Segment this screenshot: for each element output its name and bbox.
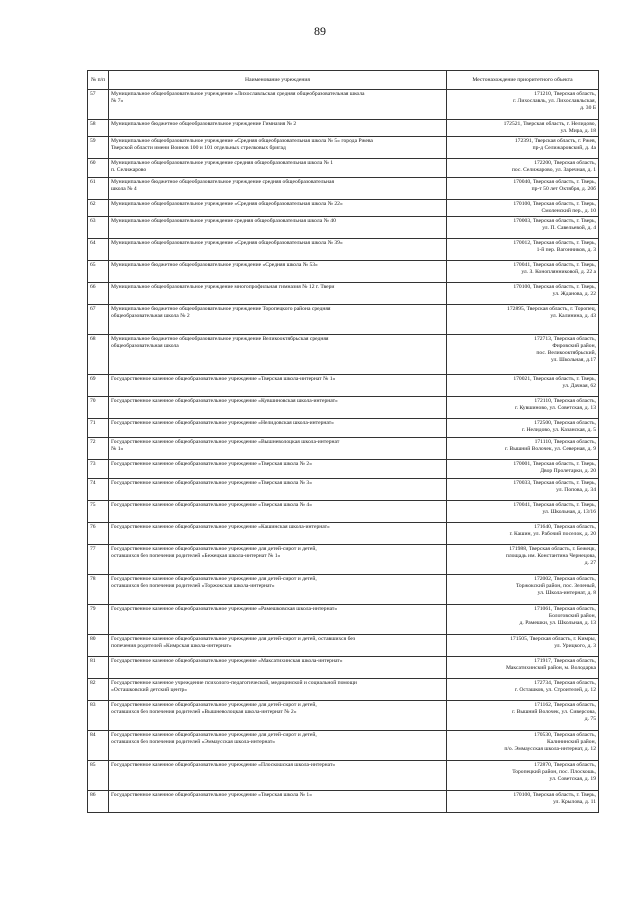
institution-name <box>109 501 447 523</box>
location-line: 171988, Тверская область, г. Бежецк, <box>509 546 596 552</box>
institution-name <box>109 605 447 635</box>
location-line: 170040, Тверская область, г. Тверь, <box>513 179 596 185</box>
location-line: г. Кашин, ул. Рабочий поселок, д. 20 <box>509 531 596 537</box>
institution-name <box>109 545 447 575</box>
institution-name-line: Государственное казенное общеобразовательное учреждение для детей-сирот и детей, оставшихся без <box>111 636 356 642</box>
location-line: 172500, Тверская область, <box>534 420 596 426</box>
location-line: Калининский район, <box>546 739 596 745</box>
location-line: 172713, Тверская область, <box>534 336 596 342</box>
table-row <box>88 460 599 479</box>
institution-name <box>109 731 447 761</box>
row-number: 58 <box>88 120 109 137</box>
location-line: ул. Урицкого, д. 3 <box>554 643 596 649</box>
institution-name-line: Муниципальное бюджетное общеобразовательное учреждение «Средняя школа № 53» <box>111 262 318 268</box>
location-line: д. 30 Б <box>580 105 596 111</box>
institution-name-line: Муниципальное общеобразовательное учреждение средняя общеобразовательная школа № 40 <box>111 218 336 224</box>
institution-name-line: оставшихся без попечения родителей «Эммаусская школа-интернат» <box>111 739 276 745</box>
table-row <box>88 283 599 305</box>
institution-name <box>109 635 447 657</box>
table-row <box>88 545 599 575</box>
location-line: д. Рамешки, ул. Школьная, д. 13 <box>519 620 596 626</box>
table-body <box>88 90 599 813</box>
location-line: г. Вышний Волочек, ул. Сиверсова, <box>512 709 596 715</box>
institution-name <box>109 261 447 283</box>
institution-name-line: Муниципальное бюджетное общеобразовательное учреждение Великооктябрьская средняя <box>111 336 329 342</box>
institution-location <box>447 545 599 575</box>
institution-location <box>447 120 599 137</box>
institution-location <box>447 791 599 813</box>
institution-name-line: Муниципальное общеобразовательное учреждение «Лихославльская средняя общеобразовательная школа <box>111 91 365 97</box>
table-row <box>88 120 599 137</box>
institution-location <box>447 137 599 159</box>
institution-location <box>447 438 599 460</box>
location-line: ул. З. Коноплянниковой, д. 22 а <box>521 269 596 275</box>
location-line: пр-т 50 лет Октября, д. 20б <box>531 186 596 192</box>
location-line: ул. Мира, д. 18 <box>560 128 596 134</box>
institution-name <box>109 200 447 217</box>
location-line: Торопецкий район, пос. Плоскошь, <box>512 769 596 775</box>
institution-name <box>109 479 447 501</box>
table-row <box>88 605 599 635</box>
institution-name-line: оставшихся без попечения родителей «Бежецкая школа-интернат № 1» <box>111 553 281 559</box>
institution-name-line: Государственное казенное общеобразовательное учреждение для детей-сирот и детей, <box>111 546 317 552</box>
institution-location <box>447 501 599 523</box>
row-number: 78 <box>88 575 109 605</box>
institution-name <box>109 283 447 305</box>
institution-name-line: Государственное казенное общеобразовательное учреждение «Тверская школа № 3» <box>111 480 313 486</box>
institution-name-line: Государственное казенное общеобразовательное учреждение «Плоскошская школа-интернат» <box>111 762 336 768</box>
institution-name-line: оставшихся без попечения родителей «Торжокская школа-интернат» <box>111 583 275 589</box>
institution-name-line: Муниципальное общеобразовательное учреждение многопрофильная гимназия № 12 г. Твери <box>111 284 335 290</box>
row-number: 84 <box>88 731 109 761</box>
row-number: 71 <box>88 419 109 438</box>
table-row <box>88 397 599 419</box>
institution-location <box>447 460 599 479</box>
institution-name <box>109 305 447 335</box>
location-line: 172391, Тверская область, г. Ржев, <box>514 138 596 144</box>
table-row <box>88 635 599 657</box>
location-line: г. Кувшиново, ул. Советская, д. 13 <box>515 405 596 411</box>
location-line: Максатихинский район, м. Володарка <box>505 665 596 671</box>
table-row <box>88 261 599 283</box>
institution-name-line: Муниципальное общеобразовательное учреждение средняя общеобразовательная школа № 1 <box>111 160 334 166</box>
table-row <box>88 701 599 731</box>
location-line: г. Осташков, ул. Строителей, д. 12 <box>514 687 596 693</box>
institution-name <box>109 239 447 261</box>
institution-location <box>447 605 599 635</box>
location-line: 172200, Тверская область, <box>534 160 596 166</box>
table-row <box>88 575 599 605</box>
row-number: 64 <box>88 239 109 261</box>
institutions-table <box>87 70 599 813</box>
institution-location <box>447 159 599 178</box>
institution-name-line: п. Селижарово <box>111 167 147 173</box>
row-number: 67 <box>88 305 109 335</box>
institution-name <box>109 761 447 791</box>
location-line: площадь им. Константина Чернецова, <box>505 553 596 559</box>
row-number: 57 <box>88 90 109 120</box>
location-line: ул. Школа-интернат, д. 8 <box>537 590 596 596</box>
location-line: 172734, Тверская область, <box>534 680 596 686</box>
institution-name-line: Государственное казенное общеобразовательное учреждение «Рамешковская школа-интернат» <box>111 606 338 612</box>
institution-name-line: оставшихся без попечения родителей «Вышневолоцкая школа-интернат № 2» <box>111 709 297 715</box>
institution-name-line: попечения родителей «Кимрская школа-интернат» <box>111 643 232 649</box>
location-line: 170001, Тверская область, г. Тверь, <box>513 461 596 467</box>
row-number: 86 <box>88 791 109 813</box>
institution-location <box>447 731 599 761</box>
location-line: 170041, Тверская область, г. Тверь, <box>513 502 596 508</box>
location-line: ул. Жданова, д. 22 <box>552 291 596 297</box>
institution-location <box>447 679 599 701</box>
table-row <box>88 305 599 335</box>
institution-name-line: Муниципальное бюджетное общеобразовательное учреждение средняя общеобразовательная <box>111 179 335 185</box>
location-line: 171917, Тверская область, <box>534 658 596 664</box>
institution-name-line: Государственное казенное общеобразовательное учреждение «Тверская школа-интернат № 1» <box>111 376 336 382</box>
location-line: Смоленский пер., д. 10 <box>541 208 596 214</box>
institution-name <box>109 657 447 679</box>
institution-name-line: Тверской области имени Воинов 100 и 101 отдельных стрелковых бригад <box>111 145 286 151</box>
institution-name-line: Государственное казенное учреждение психолого-педагогической, медицинской и социальной помощи <box>111 680 357 686</box>
row-number: 61 <box>88 178 109 200</box>
table-row <box>88 335 599 375</box>
row-number: 77 <box>88 545 109 575</box>
institution-name <box>109 217 447 239</box>
institution-location <box>447 701 599 731</box>
institution-name <box>109 335 447 375</box>
location-line: д. 75 <box>584 716 596 722</box>
location-line: ул. Дачная, 62 <box>562 383 596 389</box>
location-line: Двор Пролетарки, д. 20 <box>540 468 596 474</box>
row-number: 62 <box>88 200 109 217</box>
location-line: ул. Крылова, д. 11 <box>553 799 596 805</box>
table-row <box>88 159 599 178</box>
table-row <box>88 217 599 239</box>
institution-name-line: «Осташковский детский центр» <box>111 687 188 693</box>
institution-location <box>447 657 599 679</box>
row-number: 76 <box>88 523 109 545</box>
row-number: 59 <box>88 137 109 159</box>
row-number: 74 <box>88 479 109 501</box>
institution-name-line: Муниципальное общеобразовательное учреждение «Средняя общеобразовательная школа № 5» города Ржева <box>111 138 373 144</box>
table-row <box>88 501 599 523</box>
location-line: 170100, Тверская область, г. Тверь, <box>513 284 596 290</box>
location-line: ул. Калинина, д. 43 <box>550 313 596 319</box>
institution-location <box>447 261 599 283</box>
institution-name-line: Государственное казенное общеобразовательное учреждение «Тверская школа № 1» <box>111 792 313 798</box>
institution-location <box>447 305 599 335</box>
location-line: Торжокский район, пос. Зеленый, <box>515 583 596 589</box>
row-number: 60 <box>88 159 109 178</box>
location-line: ул. Советская, д. 19 <box>549 776 596 782</box>
table-row <box>88 200 599 217</box>
row-number: 83 <box>88 701 109 731</box>
institution-name-line: Государственное казенное общеобразовательное учреждение для детей-сирот и детей, <box>111 702 317 708</box>
location-line: пр-д Селижаровский, д. 4а <box>532 145 596 151</box>
institution-location <box>447 635 599 657</box>
location-line: 171640, Тверская область, <box>534 524 596 530</box>
institution-name <box>109 438 447 460</box>
institution-name-line: № 1» <box>111 446 124 452</box>
institution-name-line: Государственное казенное общеобразовательное учреждение «Тверская школа № 4» <box>111 502 313 508</box>
location-line: 170100, Тверская область, г. Тверь, <box>513 201 596 207</box>
location-line: 171505, Тверская область, г. Кимры, <box>510 636 596 642</box>
institution-location <box>447 90 599 120</box>
location-line: 170003, Тверская область, г. Тверь, <box>513 218 596 224</box>
institution-name <box>109 159 447 178</box>
location-line: 170021, Тверская область, г. Тверь, <box>513 376 596 382</box>
institution-name-line: Государственное казенное общеобразовательное учреждение «Тверская школа № 2» <box>111 461 313 467</box>
institution-location <box>447 283 599 305</box>
row-number: 80 <box>88 635 109 657</box>
header-name: Наименование учреждения <box>109 71 447 90</box>
table-row <box>88 679 599 701</box>
location-line: пос. Великооктябрьский, <box>536 350 596 356</box>
institution-name <box>109 523 447 545</box>
table-row <box>88 419 599 438</box>
row-number: 68 <box>88 335 109 375</box>
row-number: 66 <box>88 283 109 305</box>
location-line: ул. Школьная, д.17 <box>551 357 596 363</box>
location-line: г. Вышний Волочек, ул. Северная, д. 9 <box>505 446 596 452</box>
location-line: 171210, Тверская область, <box>534 91 596 97</box>
institution-location <box>447 523 599 545</box>
institution-name <box>109 397 447 419</box>
row-number: 72 <box>88 438 109 460</box>
row-number: 85 <box>88 761 109 791</box>
institution-name <box>109 178 447 200</box>
row-number: 63 <box>88 217 109 239</box>
institution-name <box>109 90 447 120</box>
institution-location <box>447 178 599 200</box>
table-row <box>88 239 599 261</box>
location-line: 170100, Тверская область, г. Тверь, <box>513 792 596 798</box>
institution-name-line: Государственное казенное общеобразовательное учреждение для детей-сирот и детей, <box>111 576 317 582</box>
institution-location <box>447 375 599 397</box>
table-header-row <box>88 71 599 90</box>
institution-name <box>109 419 447 438</box>
table-row <box>88 178 599 200</box>
location-line: 172870, Тверская область, <box>534 762 596 768</box>
institution-name-line: общеобразовательная школа № 2 <box>111 313 190 319</box>
location-line: пос. Селижарово, ул. Заречная, д. 1 <box>511 167 596 173</box>
page-number: 89 <box>314 24 326 38</box>
institution-name-line: № 7» <box>111 98 124 104</box>
table-row <box>88 657 599 679</box>
table-row <box>88 438 599 460</box>
row-number: 75 <box>88 501 109 523</box>
location-line: ул. Попова, д. 34 <box>556 487 596 493</box>
row-number: 73 <box>88 460 109 479</box>
location-line: ул. П. Савельевой, д. 4 <box>542 225 596 231</box>
header-num: № п/п <box>88 71 109 90</box>
table-row <box>88 90 599 120</box>
institution-name-line: Государственное казенное общеобразовательное учреждение «Вышневолоцкая школа-интернат <box>111 439 340 445</box>
institution-name <box>109 679 447 701</box>
institution-name <box>109 375 447 397</box>
location-line: г. Лихославль, ул. Лихославльская, <box>513 98 596 104</box>
institution-location <box>447 200 599 217</box>
institution-location <box>447 239 599 261</box>
institution-name <box>109 791 447 813</box>
table-row <box>88 761 599 791</box>
institution-name <box>109 460 447 479</box>
location-line: ул. Школьная, д. 13/16 <box>542 509 596 515</box>
location-line: д. 27 <box>584 560 596 566</box>
institution-location <box>447 575 599 605</box>
row-number: 82 <box>88 679 109 701</box>
table-row <box>88 479 599 501</box>
row-number: 81 <box>88 657 109 679</box>
institution-name-line: школа № 4 <box>111 186 137 192</box>
table-row <box>88 375 599 397</box>
location-line: г. Нелидово, ул. Казанская, д. 5 <box>522 427 596 433</box>
institution-location <box>447 217 599 239</box>
institution-name-line: Муниципальное бюджетное общеобразовательное учреждение Гимназия № 2 <box>111 121 297 127</box>
location-line: п/о. Эммаусская школа-интернат, д. 12 <box>504 746 596 752</box>
institution-name <box>109 120 447 137</box>
location-line: 1-й пер. Вагонников, д. 3 <box>536 247 596 253</box>
location-line: 172110, Тверская область, <box>534 398 596 404</box>
institution-location <box>447 397 599 419</box>
institution-name <box>109 701 447 731</box>
institution-name-line: Государственное казенное общеобразовательное учреждение «Кашинская школа-интернат» <box>111 524 330 530</box>
row-number: 70 <box>88 397 109 419</box>
table-row <box>88 791 599 813</box>
institution-location <box>447 761 599 791</box>
institution-name-line: общеобразовательная школа <box>111 343 179 349</box>
institution-name-line: Государственное казенное общеобразовательное учреждение «Кувшиновская школа-интернат» <box>111 398 338 404</box>
institution-name <box>109 575 447 605</box>
location-line: 171110, Тверская область, <box>534 439 596 445</box>
location-line: 170041, Тверская область, г. Тверь, <box>513 262 596 268</box>
location-line: 172521, Тверская область, г. Нелидово, <box>503 121 596 127</box>
institution-location <box>447 335 599 375</box>
institution-name-line: Муниципальное общеобразовательное учреждение «Средняя общеобразовательная школа № 22» <box>111 201 343 207</box>
table-row <box>88 137 599 159</box>
row-number: 79 <box>88 605 109 635</box>
location-line: 170033, Тверская область, г. Тверь, <box>513 480 596 486</box>
location-line: 171061, Тверская область, <box>534 606 596 612</box>
institution-location <box>447 419 599 438</box>
location-line: 172002, Тверская область, <box>534 576 596 582</box>
location-line: 172895, Тверская область, г. Торопец, <box>507 306 596 312</box>
location-line: 171162, Тверская область, <box>534 702 596 708</box>
location-line: Фировский район, <box>552 343 596 349</box>
institution-name-line: Государственное казенное общеобразовательное учреждение «Нелидовская школа-интернат» <box>111 420 334 426</box>
institution-name <box>109 137 447 159</box>
institution-name-line: Муниципальное бюджетное общеобразовательное учреждение Торопецкого района средняя <box>111 306 331 312</box>
row-number: 69 <box>88 375 109 397</box>
location-line: 170012, Тверская область, г. Тверь, <box>513 240 596 246</box>
institution-name-line: Государственное казенное общеобразовательное учреждение для детей-сирот и детей, <box>111 732 317 738</box>
institution-name-line: Государственное казенное общеобразовательное учреждение «Максатихинская школа-интернат» <box>111 658 343 664</box>
institution-location <box>447 479 599 501</box>
row-number: 65 <box>88 261 109 283</box>
institution-name-line: Муниципальное общеобразовательное учреждение «Средняя общеобразовательная школа № 39» <box>111 240 343 246</box>
header-location: Местонахождение приоритетного объекта <box>447 71 599 90</box>
location-line: 170530, Тверская область, <box>534 732 596 738</box>
location-line: Бологовский район, <box>548 613 596 619</box>
table-row <box>88 523 599 545</box>
table-row <box>88 731 599 761</box>
